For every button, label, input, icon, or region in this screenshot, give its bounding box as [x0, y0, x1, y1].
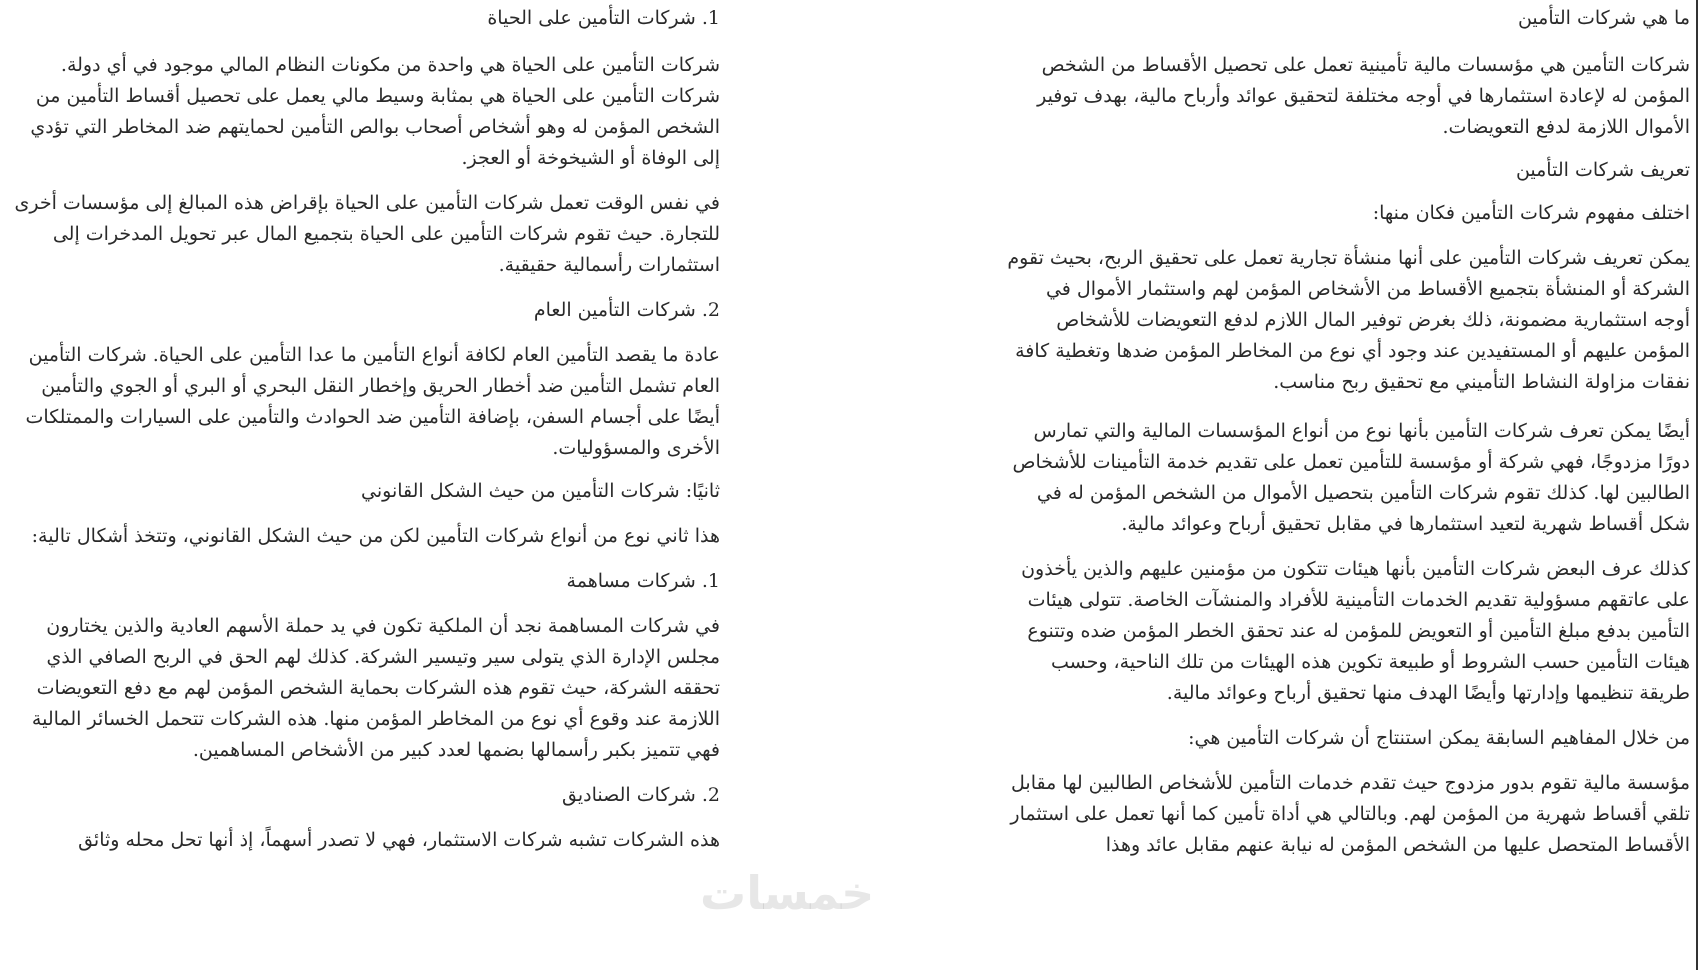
paragraph-definition-1: يمكن تعريف شركات التأمين على أنها منشأة تجارية تعمل على تحقيق الربح، بحيث تقوم الشركة أو المنشأة بتجميع الأقساط من الأشخاص المؤمن لهم واستثمار الأموال في أوجه استثمارية مضمونة، ذلك بغرض توفير المال اللازم لدفع التعويضات للأشخاص المؤمن عليهم أو المستفيدين عند وجود أي نوع من المخاطر المؤمن ضدها وتغطية كافة نفقات مزاولة النشاط التأميني مع تحقيق ربح مناسب.: [1007, 247, 1690, 393]
paragraph-definition-2: أيضًا يمكن تعرف شركات التأمين بأنها نوع من أنواع المؤسسات المالية والتي تمارس دورًا مزدوجًا، فهي شركة أو مؤسسة للتأمين تعمل على تقديم خدمة التأمينات للأشخاص الطالبين لها. كذلك تقوم شركات التأمين بتحصيل الأموال من الشخص المؤمن له في شكل أقساط شهرية لتعيد استثمارها في مقابل تحقيق أرباح وعوائد مالية.: [1012, 420, 1690, 535]
heading-what-is-insurance: ما هي شركات التأمين: [1517, 7, 1690, 29]
paragraph-definition-intro: اختلف مفهوم شركات التأمين فكان منها:: [1372, 202, 1690, 224]
watermark-logo: خمسات: [700, 866, 875, 920]
heading-life-insurance: 1. شركات التأمين على الحياة: [487, 7, 720, 29]
heading-definition: تعريف شركات التأمين: [1515, 159, 1690, 181]
paragraph-conclusion-intro: من خلال المفاهيم السابقة يمكن استنتاج أن شركات التأمين هي:: [1188, 727, 1690, 749]
paragraph-what-is-insurance: شركات التأمين هي مؤسسات مالية تأمينية تعمل على تحصيل الأقساط من الشخص المؤمن له لإعادة استثمارها في أوجه مختلفة لتحقيق عوائد وأرباح مالية، بهدف توفير الأموال اللازمة لدفع التعويضات.: [1037, 54, 1690, 138]
left-column: [10, 0, 720, 970]
paragraph-joint-stock: في شركات المساهمة نجد أن الملكية تكون في يد حملة الأسهم العادية والذين يختارون مجلس الإدارة الذي يتولى سير وتيسير الشركة. كذلك لهم الحق في الربح الصافي الذي تحققه الشركة، حيث تقوم هذه الشركات بحماية الشخص المؤمن لهم مع دفع التعويضات اللازمة عند وقوع أي نوع من المخاطر المؤمن منها. هذه الشركات تتحمل الخسائر المالية فهي تتميز بكبر رأسمالها بضمها لعدد كبير من الأشخاص المساهمين.: [31, 615, 720, 761]
paragraph-life-insurance-1: شركات التأمين على الحياة هي واحدة من مكونات النظام المالي موجود في أي دولة. شركات التأمين على الحياة هي بمثابة وسيط مالي يعمل على تحصيل أقساط التأمين من الشخص المؤمن له وهو أشخاص أصحاب بوالص التأمين لحمايتهم ضد المخاطر التي تؤدي إلى الوفاة أو الشيخوخة أو العجز.: [30, 54, 720, 169]
paragraph-definition-3: كذلك عرف البعض شركات التأمين بأنها هيئات تتكون من مؤمنين عليهم والذين يأخذون على عاتقهم مسؤولية تقديم الخدمات التأمينية للأفراد والمنشآت الخاصة. تتولى هيئات التأمين بدفع مبلغ التأمين أو التعويض للمؤمن له عند تحقق الخطر المؤمن ضده وتتنوع هيئات التأمين حسب الشروط أو طبيعة تكوين هذه الهيئات من تلك الناحية، وحسب طريقة تنظيمها وإدارتها وأيضًا الهدف منها تحقيق أرباح وعوائد مالية.: [1021, 558, 1690, 704]
paragraph-conclusion: مؤسسة مالية تقوم بدور مزدوج حيث تقدم خدمات التأمين للأشخاص الطالبين لها مقابل تلقي أقساط شهرية من المؤمن لهم. وبالتالي هي أداة تأمين كما أنها تعمل على استثمار الأقساط المتحصل عليها من الشخص المؤمن له نيابة عنهم مقابل عائد وهذا: [1010, 772, 1690, 856]
paragraph-funds-companies: هذه الشركات تشبه شركات الاستثمار، فهي لا تصدر أسهماً، إذ أنها تحل محله وثائق: [78, 829, 720, 851]
right-column: [1004, 0, 1698, 970]
paragraph-legal-form: هذا ثاني نوع من أنواع شركات التأمين لكن من حيث الشكل القانوني، وتتخذ أشكال تالية:: [31, 525, 720, 547]
paragraph-general-insurance: عادة ما يقصد التأمين العام لكافة أنواع التأمين ما عدا التأمين على الحياة. شركات التأمين العام تشمل التأمين ضد أخطار الحريق وإخطار النقل البحري أو البري أو الجوي والتأمين أيضًا على أجسام السفن، بإضافة التأمين ضد الحوادث والتأمين على السيارات والممتلكات الأخرى والمسؤوليات.: [25, 344, 720, 459]
heading-funds-companies: 2. شركات الصناديق: [562, 784, 720, 806]
heading-legal-form: ثانيًا: شركات التأمين من حيث الشكل القانوني: [361, 480, 720, 502]
heading-joint-stock: 1. شركات مساهمة: [566, 570, 720, 592]
paragraph-life-insurance-2: في نفس الوقت تعمل شركات التأمين على الحياة بإقراض هذه المبالغ إلى مؤسسات أخرى للتجارة. حيث تقوم شركات التأمين على الحياة بتجميع المال عبر تحويل المدخرات إلى استثمارات رأسمالية حقيقية.: [14, 192, 720, 276]
heading-general-insurance: 2. شركات التأمين العام: [533, 299, 720, 321]
